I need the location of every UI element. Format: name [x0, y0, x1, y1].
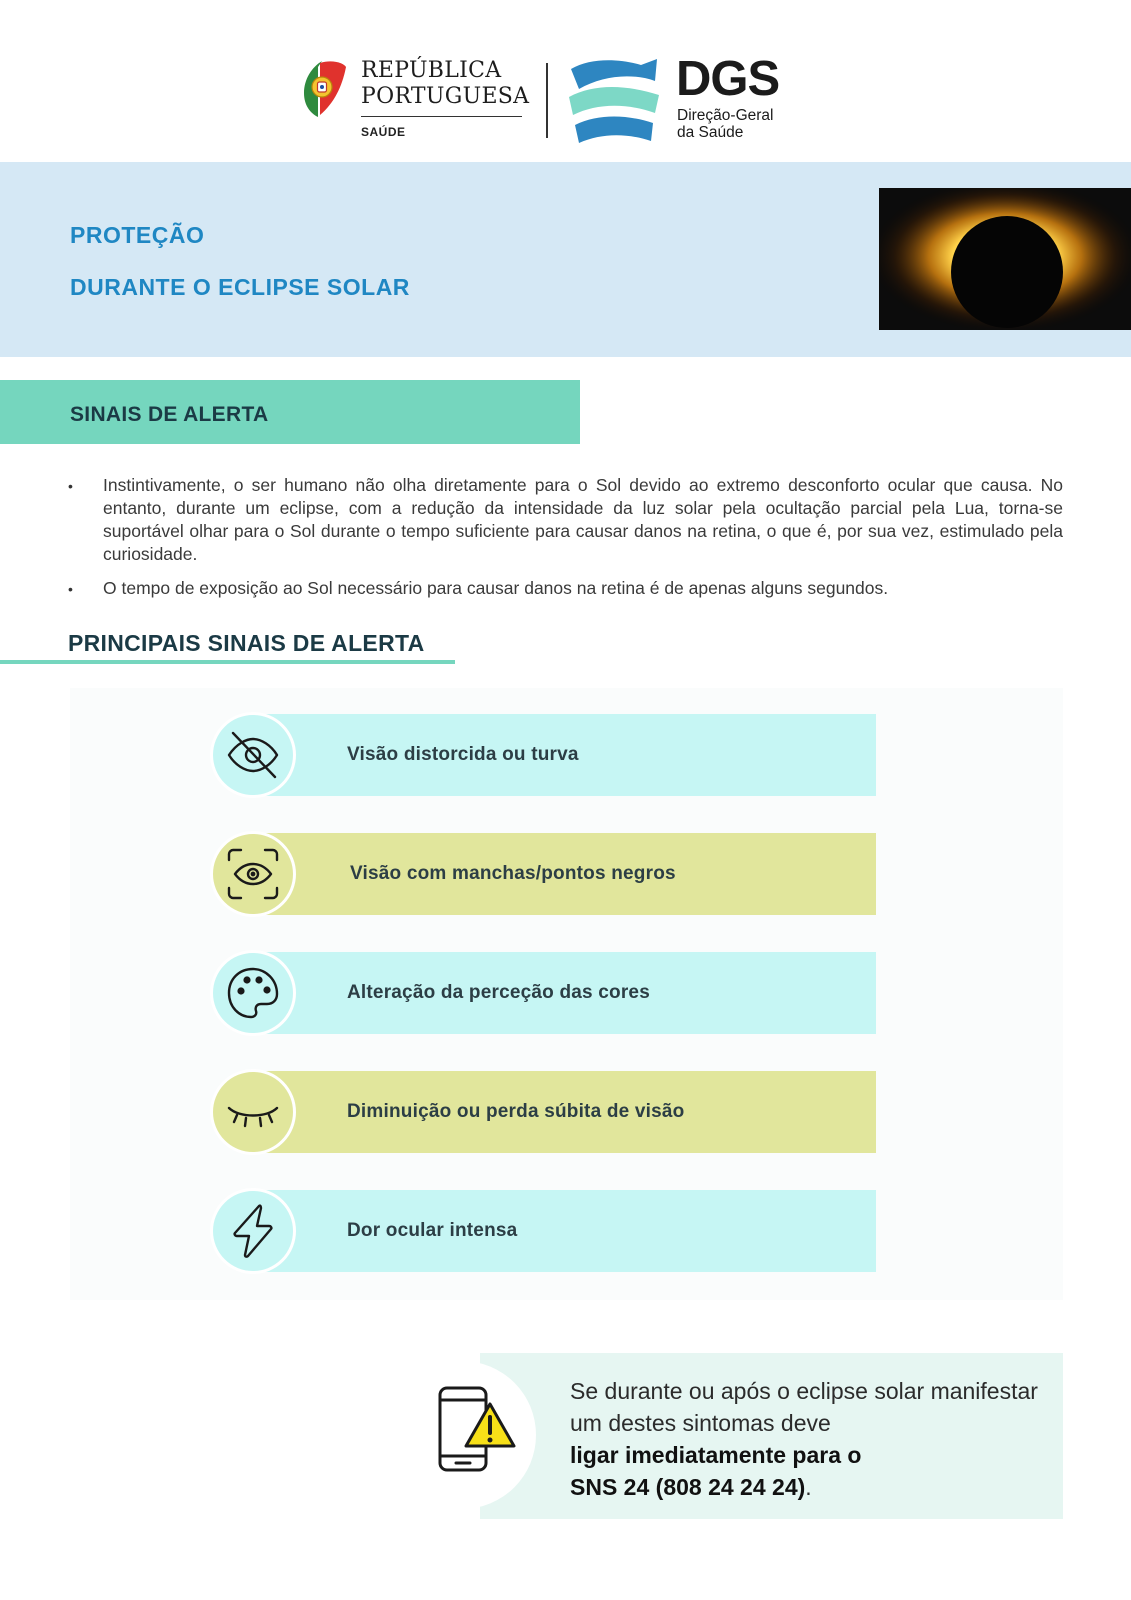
sign-icon-circle [210, 712, 296, 798]
solar-eclipse-image [879, 188, 1131, 330]
portuguesa-text: PORTUGUESA [361, 84, 530, 109]
bullet-marker: • [68, 478, 73, 494]
call-text-end: . [805, 1474, 812, 1500]
dgs-swoosh-logo [567, 55, 663, 145]
saude-text: SAÚDE [361, 125, 406, 139]
sign-icon-circle [210, 1069, 296, 1155]
dgs-title: DGS [676, 52, 780, 106]
sign-label: Alteração da perceção das cores [347, 982, 650, 1003]
eye-slash-icon [225, 727, 281, 783]
main-signs-title: PRINCIPAIS SINAIS DE ALERTA [68, 630, 425, 656]
call-text-plain: Se durante ou após o eclipse solar manifestar um destes sintomas deve [570, 1378, 1038, 1436]
logo-rule [361, 116, 522, 117]
emergency-call-text [570, 1375, 1040, 1503]
sign-icon-circle [210, 950, 296, 1036]
sign-label: Visão distorcida ou turva [347, 744, 579, 765]
sign-icon-circle [210, 831, 296, 917]
lightning-icon [225, 1203, 281, 1259]
alert-section-title: SINAIS DE ALERTA [70, 403, 269, 426]
dgs-subtitle-line1: Direção-Geral [677, 107, 774, 124]
eye-scan-icon [225, 846, 281, 902]
sign-label: Dor ocular intensa [347, 1220, 518, 1241]
alert-paragraph-1: Instintivamente, o ser humano não olha diretamente para o Sol devido ao extremo desconforto ocular que causa. No entanto, durante um eclipse, com a redução da intensidade da luz solar pela ocultação parcial pela Lua, torna-se suportável olhar para o Sol durante o tempo suficiente para causar danos na retina, o que é, por sua vez, estimulado pela curiosidade. [103, 475, 1063, 564]
dgs-subtitle-line2: da Saúde [677, 124, 744, 141]
palette-icon [225, 965, 281, 1021]
sign-label: Visão com manchas/pontos negros [350, 863, 676, 884]
sign-row-1 [265, 714, 876, 796]
sign-label: Diminuição ou perda súbita de visão [347, 1101, 685, 1122]
sign-row-4 [265, 1071, 876, 1153]
logo-divider [546, 63, 548, 138]
call-phone-number: SNS 24 (808 24 24 24) [570, 1474, 806, 1500]
republica-text: REPÚBLICA [361, 58, 502, 83]
bullet-marker: • [68, 581, 73, 597]
call-text-bold-line1: ligar imediatamente para o [570, 1442, 862, 1468]
closed-eye-icon [225, 1084, 281, 1140]
republica-portuguesa-flag-logo [302, 57, 348, 119]
banner-title-line1: PROTEÇÃO [70, 222, 205, 248]
banner-title-line2: DURANTE O ECLIPSE SOLAR [70, 274, 410, 300]
sign-row-2 [265, 833, 876, 915]
main-signs-underline [0, 660, 455, 664]
phone-warning-icon [436, 1384, 544, 1484]
sign-icon-circle [210, 1188, 296, 1274]
sign-row-5 [265, 1190, 876, 1272]
sign-row-3 [265, 952, 876, 1034]
alert-paragraph-2: O tempo de exposição ao Sol necessário para causar danos na retina é de apenas alguns segundos. [103, 578, 889, 598]
